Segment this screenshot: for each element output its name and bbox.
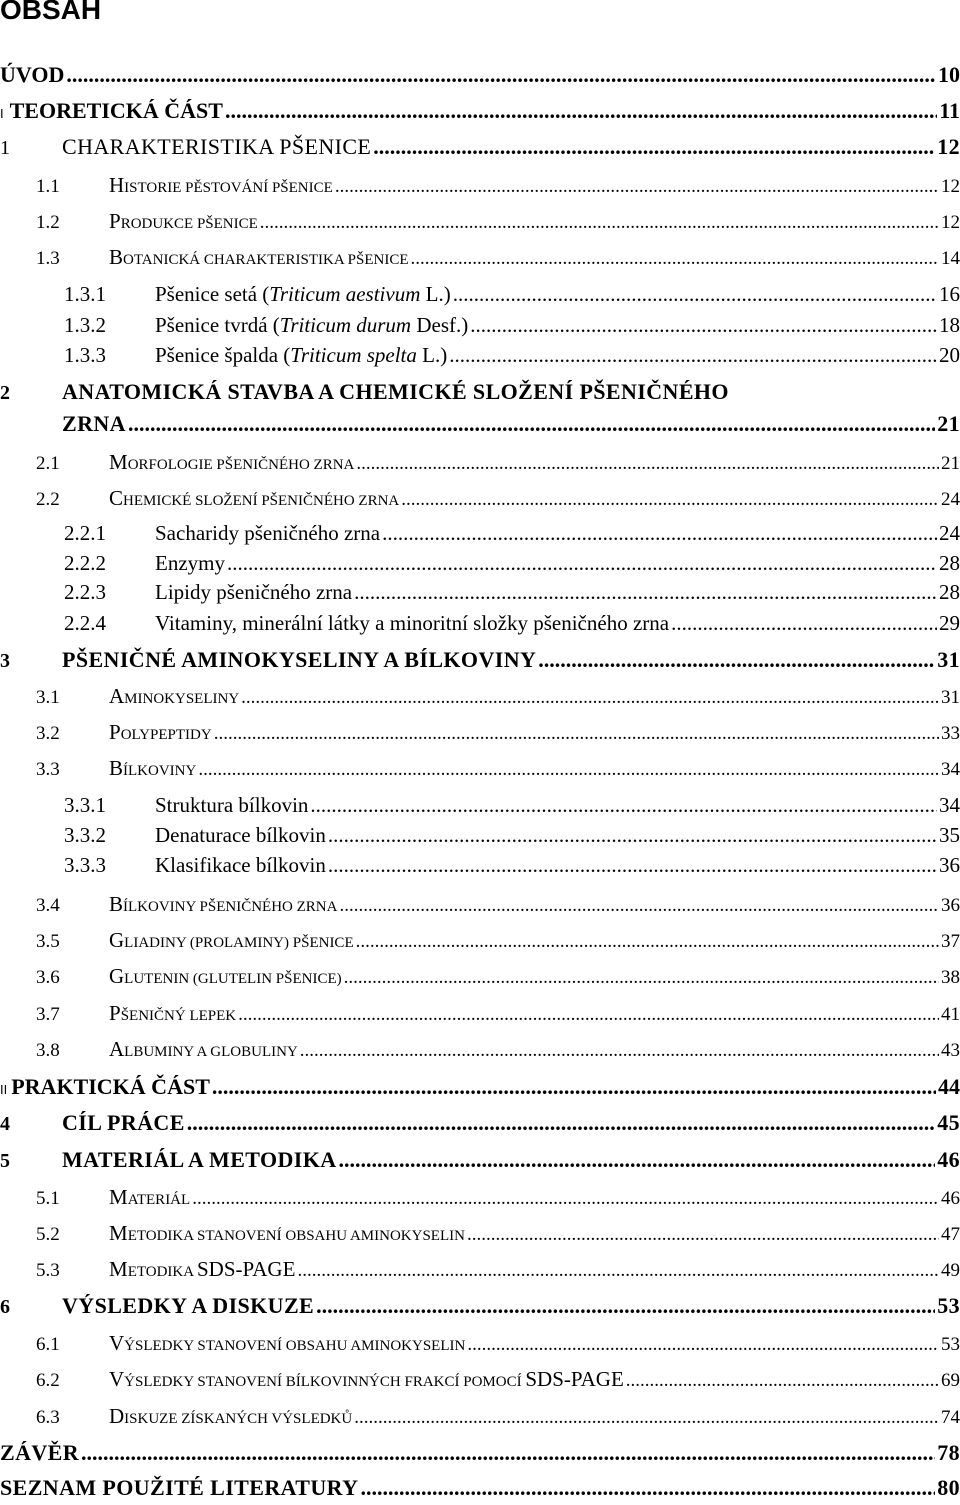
toc-entry-title: CHARAKTERISTIKA PŠENICE bbox=[62, 134, 372, 159]
toc-page-number: 21 bbox=[937, 411, 960, 436]
toc-entry-title: Pšenice špalda (Triticum spelta L.) bbox=[155, 343, 448, 367]
toc-entry-number: 4 bbox=[0, 1113, 11, 1135]
toc-entry-number: 3.3.3 bbox=[64, 853, 106, 877]
toc-page-number: 36 bbox=[939, 853, 960, 877]
toc-entry-number: 2.2.3 bbox=[64, 580, 106, 604]
toc-entry-number: 2.2.1 bbox=[64, 521, 106, 545]
toc-entry-6-1[interactable] bbox=[36, 1331, 960, 1356]
toc-entry-number: 6.1 bbox=[36, 1334, 60, 1355]
dot-leader bbox=[66, 62, 936, 88]
dot-leader bbox=[225, 98, 937, 124]
toc-entry-title: SEZNAM POUŽITÉ LITERATURY bbox=[0, 1475, 359, 1500]
toc-entry-title: Denaturace bílkovin bbox=[155, 823, 326, 847]
toc-entry-title: Pšenice tvrdá (Triticum durum Desf.) bbox=[155, 313, 469, 337]
toc-page-number: 12 bbox=[941, 212, 960, 233]
toc-entry-number: 3.4 bbox=[36, 895, 60, 916]
toc-page-number: 20 bbox=[939, 343, 960, 367]
toc-entry-title: POLYPEPTIDY bbox=[109, 720, 212, 744]
toc-entry-title: CÍL PRÁCE bbox=[62, 1110, 185, 1135]
toc-page-number: 12 bbox=[941, 176, 960, 197]
dot-leader bbox=[354, 580, 937, 605]
toc-entry-number: 3.8 bbox=[36, 1040, 60, 1061]
toc-entry-5-1[interactable] bbox=[36, 1185, 960, 1210]
toc-entry-5-2[interactable] bbox=[36, 1221, 960, 1246]
dot-leader bbox=[356, 453, 939, 475]
toc-entry-number: 1.1 bbox=[36, 176, 60, 197]
toc-page-number: 31 bbox=[937, 647, 960, 672]
toc-entry-number: 6.2 bbox=[36, 1370, 60, 1391]
dot-leader bbox=[373, 134, 935, 160]
toc-entry-1-3-3[interactable] bbox=[64, 343, 960, 368]
dot-leader bbox=[214, 723, 939, 745]
toc-entry-title: BÍLKOVINY PŠENIČNÉHO ZRNA bbox=[109, 892, 338, 916]
toc-entry-number: 3.7 bbox=[36, 1004, 60, 1025]
toc-entry-title: CHEMICKÉ SLOŽENÍ PŠENIČNÉHO ZRNA bbox=[109, 486, 400, 510]
toc-page-number: 10 bbox=[938, 62, 960, 87]
toc-entry-chapter-3[interactable] bbox=[0, 647, 960, 673]
toc-entry-title: Lipidy pšeničného zrna bbox=[155, 580, 353, 604]
toc-entry-title: Vitaminy, minerální látky a minoritní složky pšeničného zrna bbox=[155, 611, 670, 635]
toc-page-number: 24 bbox=[939, 521, 960, 545]
toc-entry-6-3[interactable] bbox=[36, 1404, 960, 1429]
toc-entry-title: VÝSLEDKY A DISKUZE bbox=[62, 1293, 315, 1318]
toc-entry-number: 3.2 bbox=[36, 723, 60, 744]
toc-page-number: 14 bbox=[941, 248, 960, 269]
toc-entry-3-1[interactable] bbox=[36, 684, 960, 709]
dot-leader bbox=[626, 1370, 939, 1392]
toc-page-number: 45 bbox=[937, 1110, 960, 1135]
toc-entry-number: 1.3.2 bbox=[64, 313, 106, 337]
toc-entry-2-2-4[interactable] bbox=[64, 611, 960, 636]
dot-leader bbox=[297, 1260, 939, 1282]
toc-entry-number: 3.3.2 bbox=[64, 823, 106, 847]
dot-leader bbox=[335, 176, 939, 198]
dot-leader bbox=[128, 411, 935, 437]
toc-entry-title: ALBUMINY A GLOBULINY bbox=[109, 1037, 298, 1061]
dot-leader bbox=[382, 521, 937, 546]
toc-page-number: 53 bbox=[937, 1293, 960, 1318]
toc-page-number: 16 bbox=[939, 282, 960, 306]
toc-entry-title: PRAKTICKÁ ČÁST bbox=[11, 1074, 210, 1099]
toc-entry-number: 3 bbox=[0, 650, 11, 672]
dot-leader bbox=[260, 212, 939, 234]
toc-entry-3-2[interactable] bbox=[36, 720, 960, 745]
toc-page-number: 11 bbox=[939, 98, 960, 123]
toc-entry-chapter-2-line1[interactable] bbox=[0, 379, 729, 405]
toc-entry-title: GLIADINY (PROLAMINY) PŠENICE bbox=[109, 928, 354, 952]
toc-entry-title: BOTANICKÁ CHARAKTERISTIKA PŠENICE bbox=[109, 245, 409, 269]
toc-entry-number: 2 bbox=[0, 382, 11, 404]
toc-entry-number: 3.3 bbox=[36, 759, 60, 780]
toc-entry-number: 1.2 bbox=[36, 212, 60, 233]
part-marker: II bbox=[0, 1082, 8, 1097]
toc-entry-literatura[interactable] bbox=[0, 1475, 960, 1501]
toc-entry-chapter-5[interactable] bbox=[0, 1147, 960, 1173]
toc-page-number: 21 bbox=[941, 453, 960, 474]
dot-leader bbox=[356, 931, 939, 953]
toc-page-number: 34 bbox=[941, 759, 960, 780]
toc-entry-number: 3.5 bbox=[36, 931, 60, 952]
dot-leader bbox=[344, 967, 939, 989]
toc-entry-number: 3.1 bbox=[36, 687, 60, 708]
toc-page-number: 34 bbox=[939, 793, 960, 817]
toc-page-number: 49 bbox=[941, 1260, 960, 1281]
toc-entry-title: Pšenice setá (Triticum aestivum L.) bbox=[155, 282, 451, 306]
toc-entry-3-8[interactable] bbox=[36, 1037, 960, 1062]
toc-entry-1-3[interactable] bbox=[36, 245, 960, 270]
toc-entry-number: 2.2.2 bbox=[64, 551, 106, 575]
toc-entry-number: 6 bbox=[0, 1296, 11, 1318]
toc-entry-2-2-2[interactable] bbox=[64, 551, 960, 576]
dot-leader bbox=[401, 489, 939, 511]
toc-page-number: 46 bbox=[937, 1147, 960, 1172]
toc-entry-3-3-2[interactable] bbox=[64, 823, 960, 848]
toc-page-number: 24 bbox=[941, 489, 960, 510]
dot-leader bbox=[467, 1334, 939, 1356]
dot-leader bbox=[198, 759, 939, 781]
toc-page-number: 80 bbox=[937, 1475, 960, 1500]
dot-leader bbox=[212, 1074, 936, 1100]
toc-page-number: 33 bbox=[941, 723, 960, 744]
toc-entry-3-6[interactable] bbox=[36, 964, 960, 989]
toc-entry-3-7[interactable] bbox=[36, 1001, 960, 1026]
toc-entry-3-3-1[interactable] bbox=[64, 793, 960, 818]
toc-entry-title: METODIKA SDS-PAGE bbox=[109, 1257, 296, 1281]
toc-entry-title: VÝSLEDKY STANOVENÍ BÍLKOVINNÝCH FRAKCÍ POMOCÍ SDS-PAGE bbox=[109, 1367, 624, 1391]
dot-leader bbox=[310, 793, 937, 818]
dot-leader bbox=[316, 1293, 935, 1319]
toc-entry-title: ZÁVĚR bbox=[0, 1440, 80, 1465]
toc-page-number: 28 bbox=[939, 551, 960, 575]
toc-entry-3-5[interactable] bbox=[36, 928, 960, 953]
dot-leader bbox=[238, 1004, 939, 1026]
toc-entry-title: ANATOMICKÁ STAVBA A CHEMICKÉ SLOŽENÍ PŠENIČNÉHO bbox=[62, 379, 729, 404]
dot-leader bbox=[470, 313, 937, 338]
toc-entry-chapter-4[interactable] bbox=[0, 1110, 960, 1136]
toc-entry-5-3[interactable] bbox=[36, 1257, 960, 1282]
toc-entry-number: 1.3 bbox=[36, 248, 60, 269]
toc-entry-part-1[interactable] bbox=[0, 98, 960, 124]
toc-page-number: 35 bbox=[939, 823, 960, 847]
toc-entry-chapter-6[interactable] bbox=[0, 1293, 960, 1319]
toc-entry-number: 2.2 bbox=[36, 489, 60, 510]
toc-entry-title: PŠENIČNÉ AMINOKYSELINY A BÍLKOVINY bbox=[62, 647, 537, 672]
toc-entry-title: Klasifikace bílkovin bbox=[155, 853, 326, 877]
dot-leader bbox=[227, 551, 937, 576]
dot-leader bbox=[339, 1147, 936, 1173]
toc-entry-title-continued: ZRNA bbox=[62, 411, 126, 436]
toc-entry-6-2[interactable] bbox=[36, 1367, 960, 1392]
dot-leader bbox=[453, 282, 937, 307]
toc-entry-1-2[interactable] bbox=[36, 209, 960, 234]
toc-entry-number: 2.2.4 bbox=[64, 611, 106, 635]
toc-page-number: 29 bbox=[939, 611, 960, 635]
toc-entry-number: 1.3.1 bbox=[64, 282, 106, 306]
toc-entry-number: 1.3.3 bbox=[64, 343, 106, 367]
toc-entry-2-1[interactable] bbox=[36, 450, 960, 475]
toc-entry-title: ÚVOD bbox=[0, 62, 65, 87]
toc-page-number: 44 bbox=[938, 1074, 960, 1099]
toc-entry-number: 3.3.1 bbox=[64, 793, 106, 817]
toc-entry-1-1[interactable] bbox=[36, 173, 960, 198]
toc-page-number: 18 bbox=[939, 313, 960, 337]
toc-entry-title: MATERIÁL bbox=[109, 1185, 191, 1209]
toc-entry-number: 1 bbox=[0, 137, 11, 159]
toc-entry-title: MORFOLOGIE PŠENIČNÉHO ZRNA bbox=[109, 450, 355, 474]
toc-page-number: 38 bbox=[941, 967, 960, 988]
dot-leader bbox=[538, 647, 935, 673]
toc-entry-3-4[interactable] bbox=[36, 892, 960, 917]
toc-page-number: 31 bbox=[941, 687, 960, 708]
toc-entry-title: HISTORIE PĚSTOVÁNÍ PŠENICE bbox=[109, 173, 333, 197]
toc-entry-1-3-2[interactable] bbox=[64, 313, 960, 338]
dot-leader bbox=[241, 687, 939, 709]
dot-leader bbox=[449, 343, 937, 368]
toc-page-number: 41 bbox=[941, 1004, 960, 1025]
dot-leader bbox=[354, 1407, 939, 1429]
toc-entry-title: Sacharidy pšeničného zrna bbox=[155, 521, 381, 545]
toc-entry-3-3[interactable] bbox=[36, 756, 960, 781]
toc-entry-title: PŠENIČNÝ LEPEK bbox=[109, 1001, 237, 1025]
toc-page-number: 53 bbox=[941, 1334, 960, 1355]
part-marker: I bbox=[0, 106, 4, 121]
toc-entry-number: 5.2 bbox=[36, 1224, 60, 1245]
toc-entry-number: 6.3 bbox=[36, 1407, 60, 1428]
toc-page-number: 43 bbox=[941, 1040, 960, 1061]
toc-entry-title: Enzymy bbox=[155, 551, 225, 575]
toc-entry-title: MATERIÁL A METODIKA bbox=[62, 1147, 337, 1172]
toc-entry-number: 2.1 bbox=[36, 453, 60, 474]
dot-leader bbox=[81, 1440, 935, 1466]
toc-page-number: 69 bbox=[941, 1370, 960, 1391]
dot-leader bbox=[360, 1475, 935, 1501]
toc-entry-title: TEORETICKÁ ČÁST bbox=[9, 98, 223, 123]
dot-leader bbox=[410, 248, 939, 270]
toc-entry-chapter-1[interactable] bbox=[0, 134, 960, 160]
toc-entry-chapter-2-line2[interactable] bbox=[62, 411, 960, 437]
dot-leader bbox=[467, 1224, 939, 1246]
toc-page-number: 28 bbox=[939, 580, 960, 604]
toc-entry-title: Struktura bílkovin bbox=[155, 793, 309, 817]
toc-entry-title: METODIKA STANOVENÍ OBSAHU AMINOKYSELIN bbox=[109, 1221, 465, 1245]
toc-entry-number: 5 bbox=[0, 1150, 11, 1172]
toc-page-number: 12 bbox=[937, 134, 960, 159]
toc-entry-2-2-1[interactable] bbox=[64, 521, 960, 546]
toc-entry-uvod[interactable] bbox=[0, 62, 960, 88]
toc-entry-title: DISKUZE ZÍSKANÝCH VÝSLEDKŮ bbox=[109, 1404, 353, 1428]
toc-entry-2-2-3[interactable] bbox=[64, 580, 960, 605]
toc-entry-2-2[interactable] bbox=[36, 486, 960, 511]
dot-leader bbox=[671, 611, 937, 636]
toc-entry-title: PRODUKCE PŠENICE bbox=[109, 209, 258, 233]
toc-entry-zaver[interactable] bbox=[0, 1440, 960, 1466]
toc-entry-part-2[interactable] bbox=[0, 1074, 960, 1100]
toc-page-number: 36 bbox=[941, 895, 960, 916]
dot-leader bbox=[192, 1188, 939, 1210]
toc-entry-1-3-1[interactable] bbox=[64, 282, 960, 307]
toc-entry-title: GLUTENIN (GLUTELIN PŠENICE) bbox=[109, 964, 342, 988]
page-title: OBSAH bbox=[0, 0, 102, 25]
dot-leader bbox=[187, 1110, 935, 1136]
toc-entry-title: BÍLKOVINY bbox=[109, 756, 197, 780]
dot-leader bbox=[328, 823, 937, 848]
toc-entry-number: 5.1 bbox=[36, 1188, 60, 1209]
toc-entry-number: 3.6 bbox=[36, 967, 60, 988]
toc-page-number: 47 bbox=[941, 1224, 960, 1245]
dot-leader bbox=[300, 1040, 939, 1062]
dot-leader bbox=[339, 895, 939, 917]
toc-page-number: 78 bbox=[937, 1440, 960, 1465]
toc-page-number: 37 bbox=[941, 931, 960, 952]
toc-entry-number: 5.3 bbox=[36, 1260, 60, 1281]
toc-entry-title: AMINOKYSELINY bbox=[109, 684, 240, 708]
toc-entry-3-3-3[interactable] bbox=[64, 853, 960, 878]
toc-page-number: 46 bbox=[941, 1188, 960, 1209]
toc-entry-title: VÝSLEDKY STANOVENÍ OBSAHU AMINOKYSELIN bbox=[109, 1331, 466, 1355]
toc-page-number: 74 bbox=[941, 1407, 960, 1428]
dot-leader bbox=[328, 853, 937, 878]
